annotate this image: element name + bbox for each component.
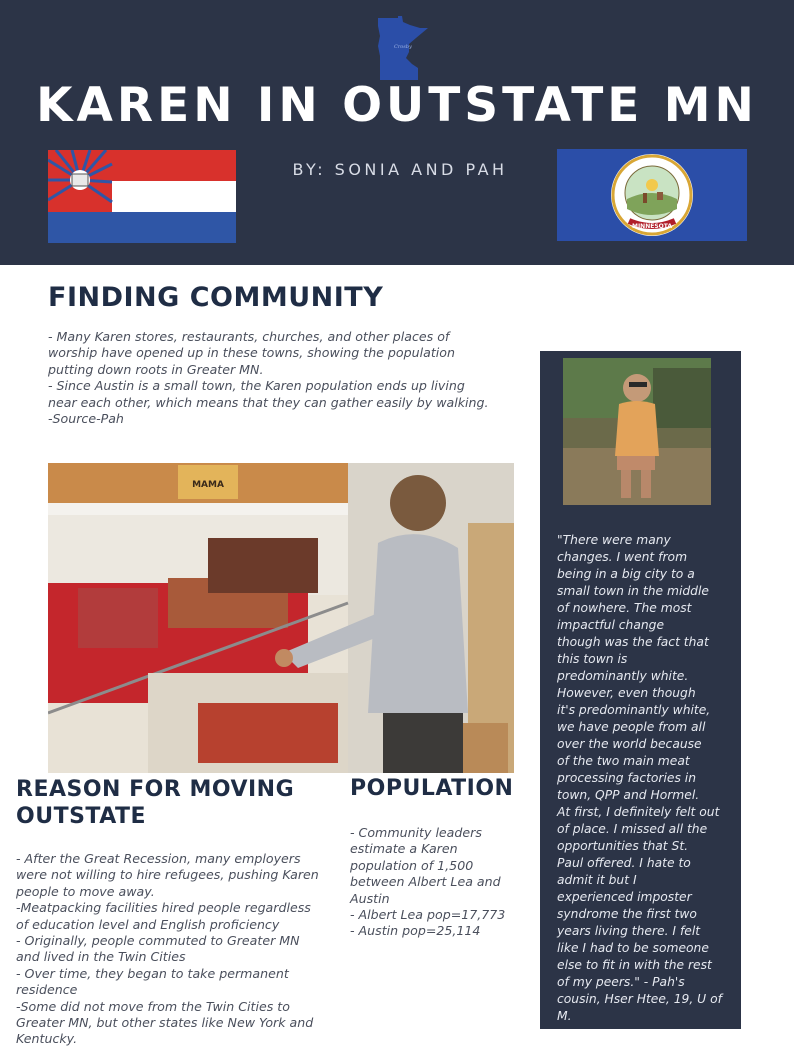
quote-line: predominantly white. bbox=[557, 669, 689, 683]
quote-line: of nowhere. The most bbox=[557, 601, 692, 615]
text-line: near each other, which means that they can gather easily by walking. bbox=[48, 394, 489, 410]
text-line: - After the Great Recession, many employers bbox=[16, 851, 301, 866]
text-line: - Since Austin is a small town, the Karen population ends up living bbox=[48, 378, 465, 394]
text-line: residence bbox=[16, 982, 78, 998]
text-line: Greater MN, but other states like New York and bbox=[16, 1015, 314, 1031]
quote-line: we have people from all bbox=[557, 720, 706, 734]
text-line: and lived in the Twin Cities bbox=[16, 949, 186, 965]
text-line: -Source-Pah bbox=[48, 411, 124, 427]
quote-line: small town in the middle bbox=[557, 584, 709, 598]
quote-line: experienced imposter bbox=[557, 890, 692, 904]
quote-line: town, QPP and Hormel. bbox=[557, 788, 700, 802]
quote-line: Paul offered. I hate to bbox=[557, 856, 691, 870]
text-line: were not willing to hire refugees, pushing Karen bbox=[16, 867, 319, 883]
header-banner bbox=[0, 0, 794, 265]
text-line: Kentucky. bbox=[16, 1031, 78, 1047]
quote-line: syndrome the first two bbox=[557, 907, 697, 921]
quote-line: this town is bbox=[557, 652, 628, 666]
quote-line: it's predominantly white, bbox=[557, 703, 711, 717]
heading-line: OUTSTATE bbox=[16, 804, 147, 829]
quote-line: opportunities that St. bbox=[557, 839, 689, 853]
quote-line: of place. I missed all the bbox=[557, 822, 708, 836]
text-line: - Originally, people commuted to Greater MN bbox=[16, 933, 300, 949]
child-photo bbox=[563, 358, 711, 505]
quote-line: changes. I went from bbox=[557, 550, 688, 564]
minnesota-map-icon bbox=[376, 16, 428, 80]
text-line: -Some did not move from the Twin Cities to bbox=[16, 998, 290, 1014]
minnesota-flag-image bbox=[557, 149, 747, 241]
text-line: estimate a Karen bbox=[350, 841, 458, 857]
quote-line: though was the fact that bbox=[557, 635, 709, 649]
quote-line: of the two main meat bbox=[557, 754, 690, 768]
reason-for-moving-heading bbox=[16, 776, 336, 830]
text-line: - Austin pop=25,114 bbox=[350, 923, 481, 939]
reason-for-moving-text bbox=[16, 851, 336, 1048]
byline: BY: SONIA AND PAH bbox=[292, 160, 508, 179]
quote-line: M. bbox=[557, 1009, 572, 1023]
population-heading: POPULATION bbox=[350, 776, 514, 801]
quote-line: like I had to be someone bbox=[557, 941, 709, 955]
text-line: people to move away. bbox=[16, 883, 155, 899]
quote-line: At first, I definitely felt out bbox=[557, 805, 720, 819]
population-text bbox=[350, 825, 525, 940]
quote-sidebar bbox=[540, 351, 741, 1029]
quote-line: admit it but I bbox=[557, 873, 637, 887]
text-line: Austin bbox=[350, 890, 390, 906]
pah-cousin-quote bbox=[557, 532, 737, 1025]
quote-line: However, even though bbox=[557, 686, 696, 700]
map-label: Crosby bbox=[394, 44, 412, 50]
quote-line: cousin, Hser Htee, 19, U of bbox=[557, 992, 722, 1006]
quote-line: "There were many bbox=[557, 533, 671, 547]
text-line: - Many Karen stores, restaurants, churches, and other places of bbox=[48, 329, 450, 344]
text-line: worship have opened up in these towns, showing the population bbox=[48, 345, 455, 361]
finding-community-text bbox=[48, 329, 508, 427]
grocery-store-photo bbox=[48, 463, 514, 773]
karen-flag-image bbox=[48, 150, 236, 243]
heading-line: REASON FOR MOVING bbox=[16, 777, 295, 802]
quote-line: impactful change bbox=[557, 618, 665, 632]
mn-seal-text: MINNESOTA bbox=[631, 223, 673, 230]
quote-line: years living there. I felt bbox=[557, 924, 701, 938]
quote-line: being in a big city to a bbox=[557, 567, 695, 581]
text-line: between Albert Lea and bbox=[350, 874, 501, 890]
text-line: population of 1,500 bbox=[350, 857, 474, 873]
store-sign-text: MAMA bbox=[192, 480, 224, 490]
text-line: putting down roots in Greater MN. bbox=[48, 361, 264, 377]
quote-line: of my peers." - Pah's bbox=[557, 975, 685, 989]
text-line: of education level and English proficiency bbox=[16, 916, 280, 932]
text-line: - Community leaders bbox=[350, 825, 482, 840]
quote-line: processing factories in bbox=[557, 771, 696, 785]
text-line: - Albert Lea pop=17,773 bbox=[350, 907, 506, 923]
quote-line: over the world because bbox=[557, 737, 702, 751]
page-title: KAREN IN OUTSTATE MN bbox=[36, 78, 758, 133]
text-line: - Over time, they began to take permanent bbox=[16, 965, 289, 981]
quote-line: else to fit in with the rest bbox=[557, 958, 712, 972]
text-line: -Meatpacking facilities hired people regardless bbox=[16, 900, 311, 916]
finding-community-heading: FINDING COMMUNITY bbox=[48, 282, 384, 313]
